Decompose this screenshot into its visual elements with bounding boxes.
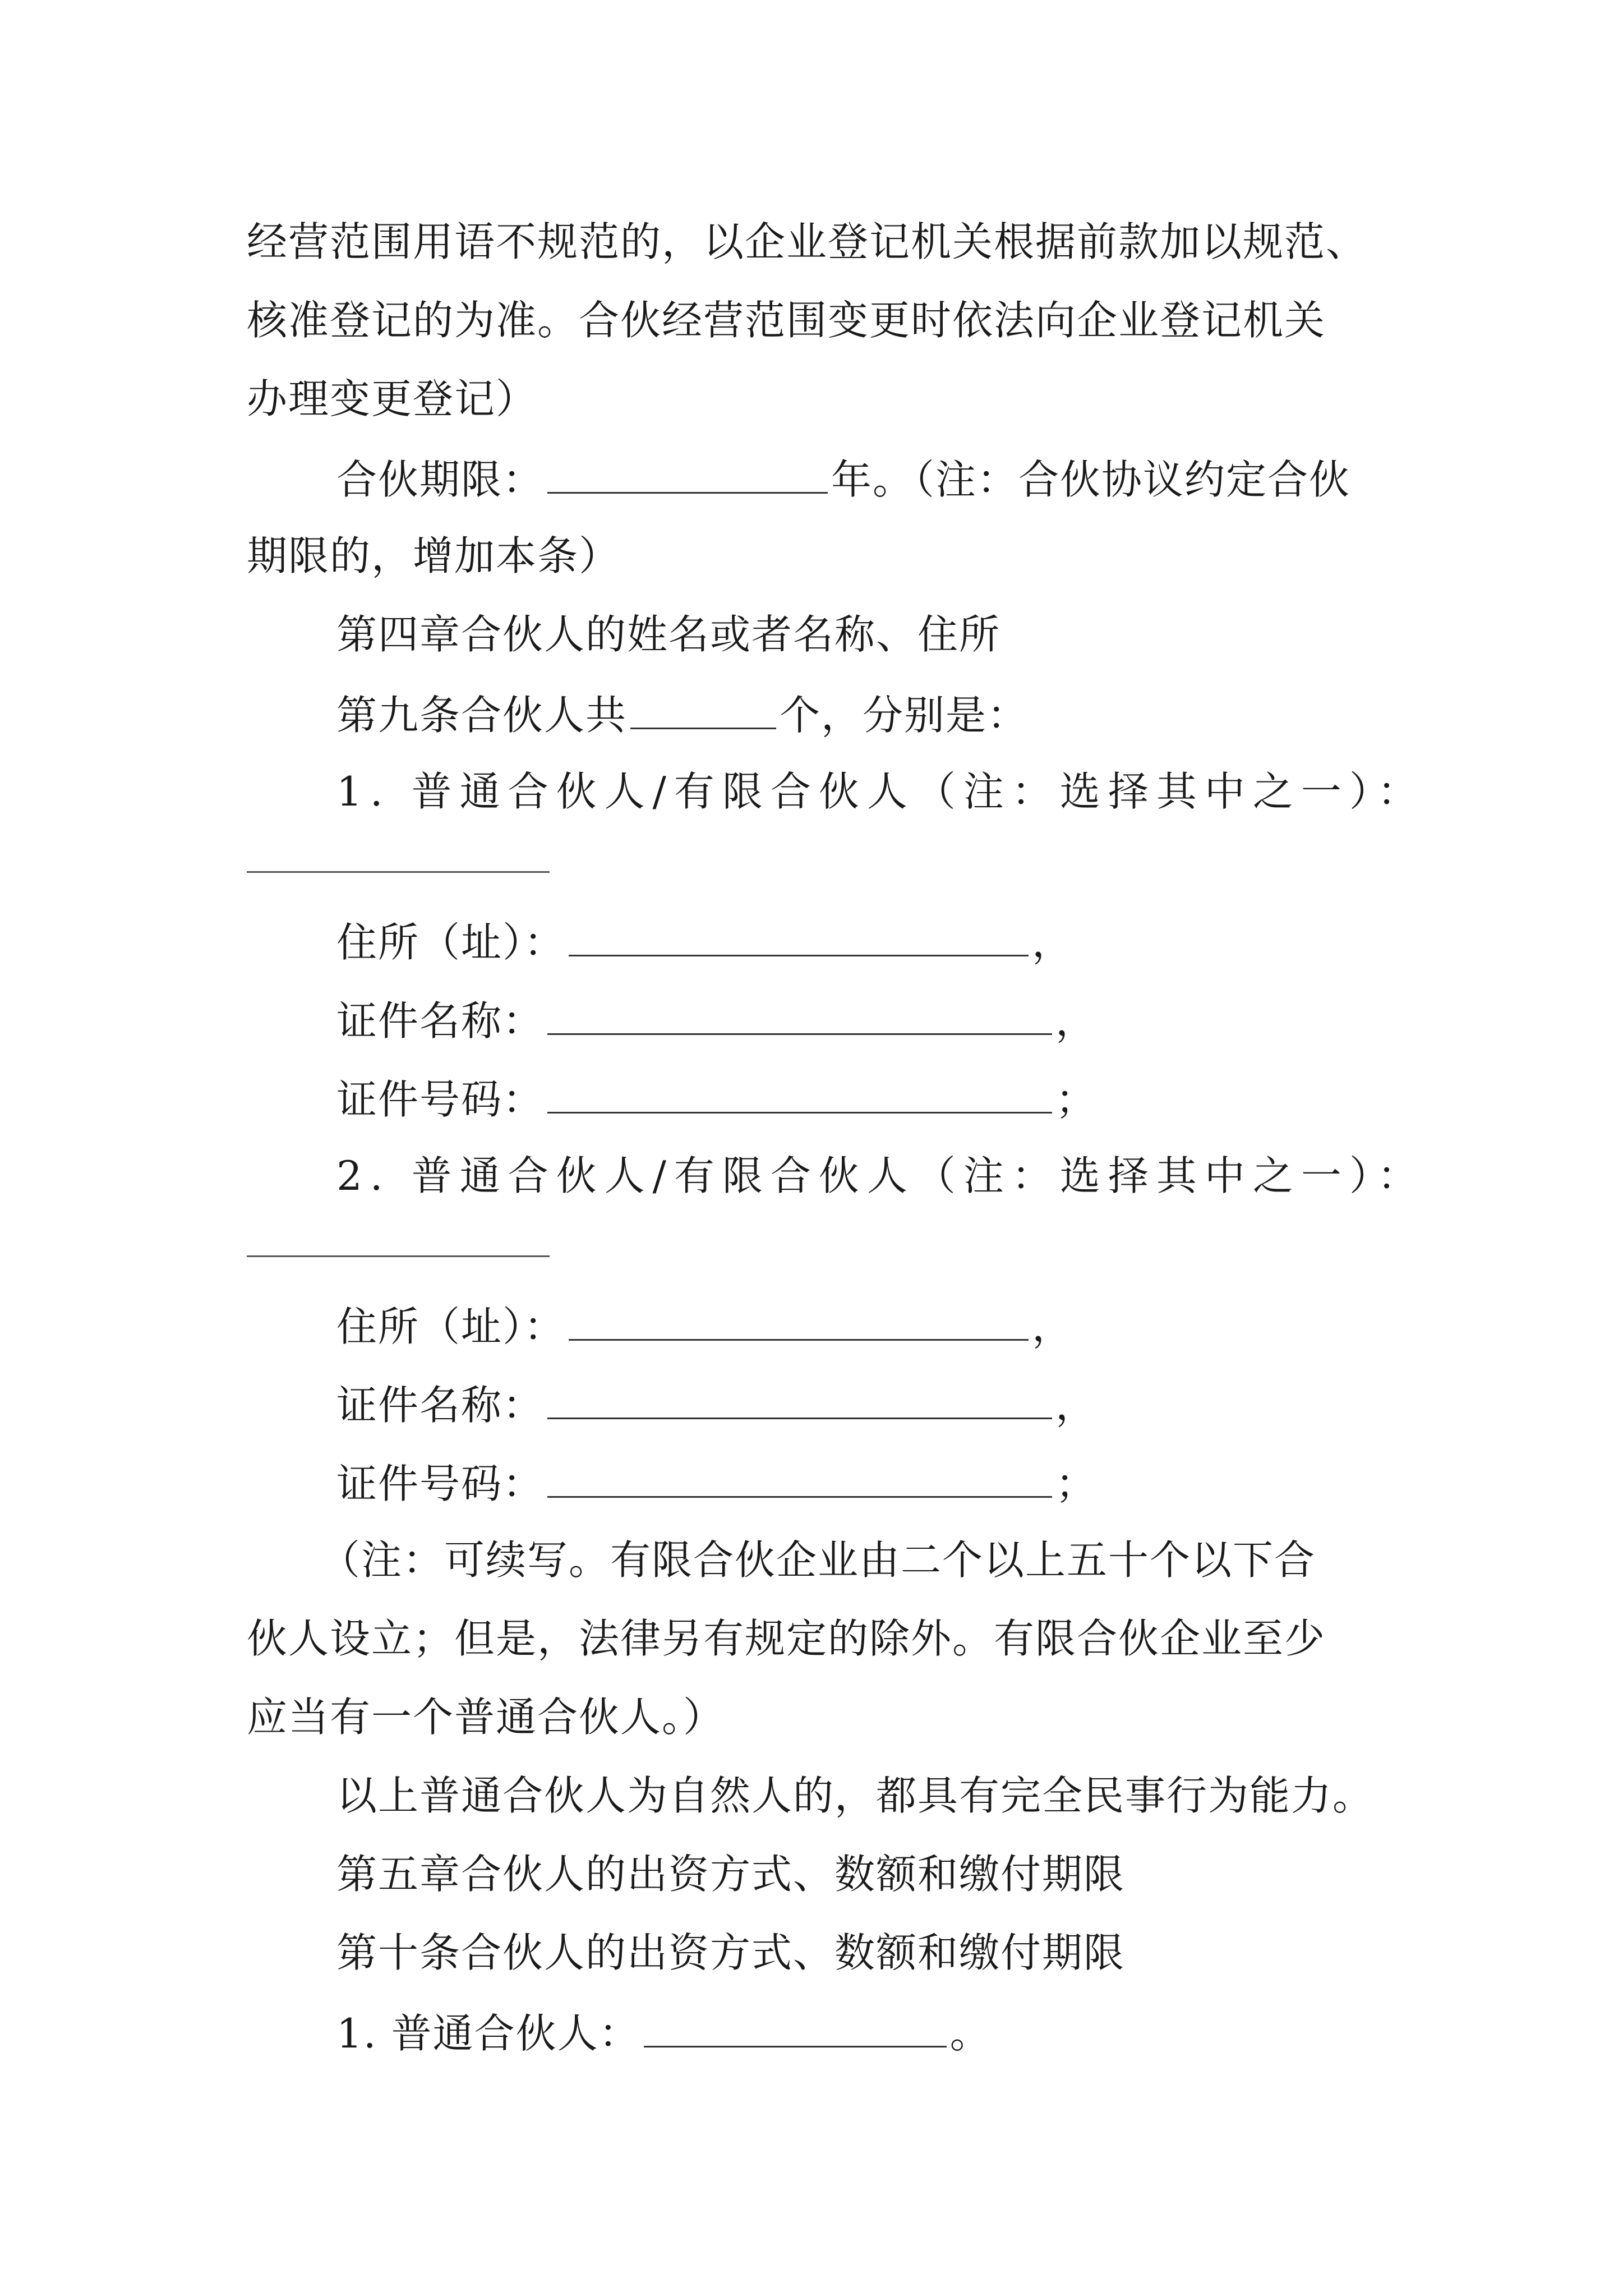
id-type-blank[interactable] <box>547 1383 1052 1419</box>
id-type-line <box>336 997 1098 1045</box>
text-line <box>247 1694 725 1741</box>
text-line <box>247 1615 1326 1662</box>
address-blank[interactable] <box>569 1304 1029 1341</box>
chapter-heading <box>336 611 1001 658</box>
line-text: ， <box>1055 997 1098 1045</box>
id-number-line <box>336 1460 1098 1507</box>
line-text: ， <box>1055 1382 1098 1429</box>
line-text: 期限的，增加本条） <box>247 532 621 579</box>
line-text: 伙人设立；但是，法律另有规定的除外。有限合伙企业至少 <box>247 1615 1326 1662</box>
text-line <box>247 218 1368 265</box>
line-text: 。 <box>949 2010 992 2057</box>
partner-name-blank[interactable] <box>247 871 550 873</box>
line-text: 住所（址）： <box>336 919 566 966</box>
line-text: 1. 普通合伙人： <box>336 2010 640 2057</box>
general-partner-blank[interactable] <box>644 2011 947 2047</box>
partner-type-line <box>336 768 1426 815</box>
id-number-blank[interactable] <box>547 1077 1052 1114</box>
id-number-blank[interactable] <box>547 1461 1052 1498</box>
line-text: 合伙期限： <box>336 456 545 503</box>
general-partner-line <box>336 2010 992 2057</box>
line-text: 个，分别是： <box>780 692 1029 739</box>
line-text: 证件号码： <box>336 1460 545 1507</box>
partner-type-line <box>336 1152 1426 1199</box>
term-years-blank[interactable] <box>547 457 828 494</box>
line-text: 核准登记的为准。合伙经营范围变更时依法向企业登记机关 <box>247 297 1326 344</box>
id-number-line <box>336 1076 1098 1123</box>
line-text: 1. 普通合伙人/有限合伙人（注：选择其中之一）： <box>336 768 1426 815</box>
id-type-line <box>336 1382 1098 1429</box>
line-text: 2. 普通合伙人/有限合伙人（注：选择其中之一）： <box>336 1152 1426 1199</box>
line-text: ， <box>1032 1303 1074 1350</box>
term-line <box>336 456 1351 503</box>
line-text: ； <box>1055 1076 1098 1123</box>
line-text: ， <box>1032 919 1074 966</box>
partner-name-blank[interactable] <box>247 1255 550 1257</box>
address-line <box>336 919 1074 966</box>
text-line <box>247 375 538 422</box>
line-text: 证件名称： <box>336 1382 545 1429</box>
line-text: 第九条合伙人共 <box>336 692 628 739</box>
line-text: 以上普通合伙人为自然人的，都具有完全民事行为能力。 <box>336 1772 1375 1819</box>
line-text: 证件号码： <box>336 1076 545 1123</box>
article-line <box>336 692 1029 739</box>
line-text: 第四章合伙人的姓名或者名称、住所 <box>336 611 1001 658</box>
line-text: 住所（址）： <box>336 1303 566 1350</box>
line-text: 第五章合伙人的出资方式、数额和缴付期限 <box>336 1851 1126 1898</box>
line-text: 证件名称： <box>336 997 545 1045</box>
line-text: 经营范围用语不规范的，以企业登记机关根据前款加以规范、 <box>247 218 1368 265</box>
id-type-blank[interactable] <box>547 999 1052 1035</box>
text-line <box>247 297 1326 344</box>
line-text: 年。（注：合伙协议约定合伙 <box>831 456 1351 503</box>
partner-count-blank[interactable] <box>630 693 776 729</box>
address-blank[interactable] <box>569 920 1029 956</box>
line-text: ； <box>1055 1460 1098 1507</box>
note-line <box>320 1536 1316 1584</box>
chapter-heading <box>336 1851 1126 1898</box>
text-line <box>336 1772 1375 1819</box>
line-text: （注：可续写。有限合伙企业由二个以上五十个以下合 <box>320 1536 1316 1584</box>
article-line <box>336 1929 1126 1976</box>
address-line <box>336 1303 1074 1350</box>
line-text: 办理变更登记） <box>247 375 538 422</box>
line-text: 第十条合伙人的出资方式、数额和缴付期限 <box>336 1929 1126 1976</box>
text-line <box>247 532 621 579</box>
line-text: 应当有一个普通合伙人。） <box>247 1694 725 1741</box>
